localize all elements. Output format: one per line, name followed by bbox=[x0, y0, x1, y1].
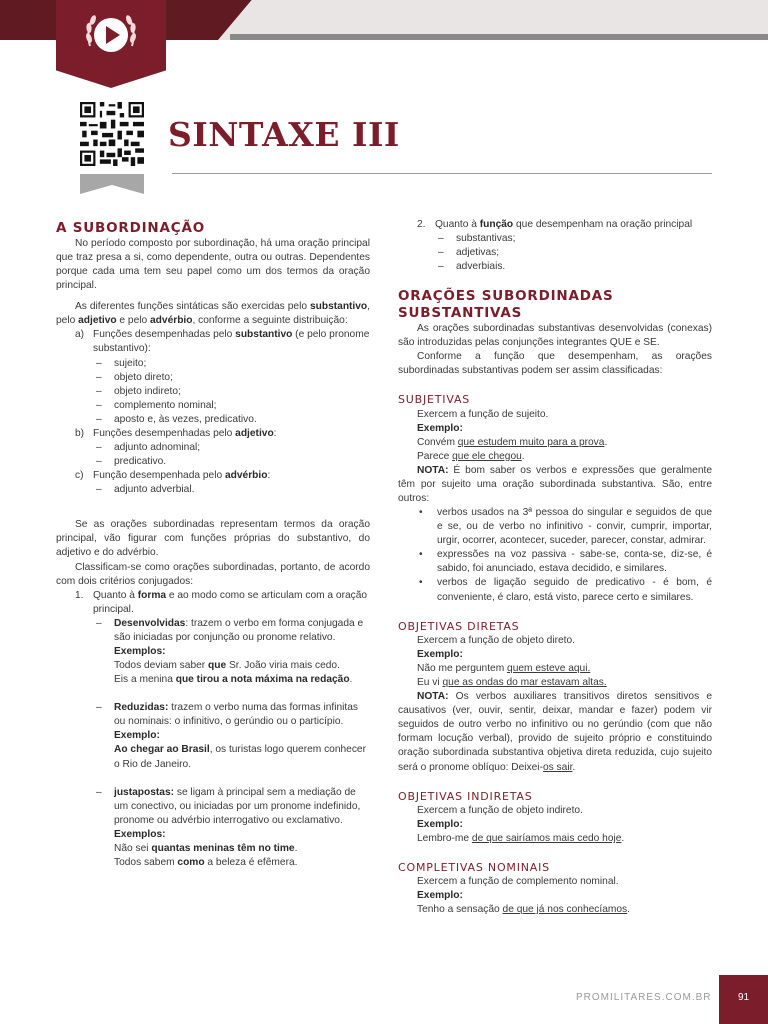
examples-label: Exemplos: bbox=[114, 645, 166, 657]
example: Todos deviam saber que Sr. João viria mais cedo. bbox=[114, 660, 340, 672]
list-item: – substantivas; bbox=[438, 233, 516, 245]
heading-objetivas-diretas: OBJETIVAS DIRETAS bbox=[398, 619, 520, 633]
note: NOTA: É bom saber os verbos e expressões que geralmente têm por sujeito uma oração subordinada substantiva. São, entre outros: bbox=[398, 464, 712, 505]
title-rule bbox=[172, 173, 712, 174]
example: Eis a menina que tirou a nota máxima na redação. bbox=[114, 674, 353, 686]
heading-subjetivas: SUBJETIVAS bbox=[398, 393, 471, 407]
list-item: – complemento nominal; bbox=[96, 399, 217, 411]
right-column bbox=[398, 218, 712, 917]
heading-substantivas: ORAÇÕES SUBORDINADAS SUBSTANTIVAS bbox=[398, 288, 614, 322]
paragraph: As diferentes funções sintáticas são exercidas pelo substantivo, pelo adjetivo e pelo advérbio, conforme a seguinte distribuição: bbox=[56, 301, 370, 327]
list-item: • verbos usados na 3ª pessoa do singular e seguidos de que e se, ou de verbo no infinitivo - convir, cumprir, importar, urgir, ocorrer, acontecer, suceder, parecer, constar, admirar. bbox=[419, 507, 712, 547]
list-item: • expressões na voz passiva - sabe-se, conta-se, diz-se, é sabido, foi anunciado, estava decidido, e similares. bbox=[419, 549, 712, 575]
list-item: 1. Quanto à forma e ao modo como se articulam com a oração principal. bbox=[75, 589, 368, 615]
list-item: – Reduzidas: trazem o verbo numa das formas infinitas ou nominais: o infinitivo, o gerúndio ou o particípio. bbox=[96, 702, 359, 728]
paragraph: Conforme a função que desempenham, as orações subordinadas substantivas podem ser assim classificadas: bbox=[398, 351, 712, 377]
heading-objetivas-indiretas: OBJETIVAS INDIRETAS bbox=[398, 789, 533, 803]
heading-subordinacao: A SUBORDINAÇÃO bbox=[56, 220, 206, 236]
definition: Exercem a função de objeto indireto. bbox=[417, 804, 583, 816]
list-item: – justapostas: se ligam à principal sem a mediação de um conectivo, ou iniciadas por um pronome indefinido, pronome ou advérbio interrogativo ou exclamativo. bbox=[96, 786, 361, 826]
paragraph: As orações subordinadas substantivas desenvolvidas (conexas) são introduzidas pelas conjunções integrantes QUE e SE. bbox=[398, 323, 712, 349]
list-item: • verbos de ligação seguido de predicativo - é bom, é conveniente, é claro, está visto, parece certo e similares. bbox=[419, 577, 712, 603]
example: Parece que ele chegou. bbox=[417, 450, 525, 462]
qr-code-icon bbox=[80, 102, 144, 166]
page-title: SINTAXE III bbox=[168, 115, 400, 154]
list-item: a) Funções desempenhadas pelo substantivo (e pelo pronome substantivo): bbox=[75, 329, 370, 355]
example: Tenho a sensação de que já nos conhecíamos. bbox=[417, 904, 630, 916]
examples-label: Exemplo: bbox=[417, 648, 463, 660]
example: Lembro-me de que sairíamos mais cedo hoje. bbox=[417, 832, 625, 844]
list-item: – objeto indireto; bbox=[96, 385, 181, 397]
left-column bbox=[56, 220, 370, 870]
examples-label: Exemplo: bbox=[417, 422, 463, 434]
list-item: – predicativo. bbox=[96, 456, 167, 468]
example: Eu vi que as ondas do mar estavam altas. bbox=[417, 677, 607, 689]
list-item: – adverbiais. bbox=[438, 261, 506, 273]
definition: Exercem a função de sujeito. bbox=[417, 408, 549, 420]
examples-label: Exemplo: bbox=[417, 890, 463, 902]
footer-url: PROMILITARES.COM.BR bbox=[576, 992, 712, 1003]
example: Não me perguntem quem esteve aqui. bbox=[417, 662, 591, 674]
paragraph: No período composto por subordinação, há uma oração principal que traz presa a si, como dependente, outra ou outras. Dependentes porque cada uma tem seu papel como um dos termos da oração principal. bbox=[56, 237, 370, 292]
definition: Exercem a função de complemento nominal. bbox=[417, 876, 619, 888]
list-item: – adjunto adverbial. bbox=[96, 484, 195, 496]
logo-badge bbox=[56, 0, 166, 88]
list-item: – aposto e, às vezes, predicativo. bbox=[96, 413, 257, 425]
paragraph: Se as orações subordinadas representam termos da oração principal, vão figurar com funções próprias do substantivo, do adjetivo e do advérbio. bbox=[56, 519, 370, 559]
heading-completivas-nominais: COMPLETIVAS NOMINAIS bbox=[398, 861, 550, 874]
list-item: – adjetivas; bbox=[438, 247, 500, 259]
definition: Exercem a função de objeto direto. bbox=[417, 634, 576, 646]
list-item: c) Função desempenhada pelo advérbio: bbox=[75, 470, 271, 482]
example: Convém que estudem muito para a prova. bbox=[417, 436, 608, 448]
paragraph: Classificam-se como orações subordinadas, portanto, de acordo com dois critérios conjugados: bbox=[56, 561, 370, 587]
ribbon bbox=[80, 174, 144, 194]
list-item: b) Funções desempenhadas pelo adjetivo: bbox=[75, 427, 277, 439]
note: NOTA: Os verbos auxiliares transitivos diretos sensitivos e causativos (ver, ouvir, sentir, deixar, mandar e fazer) podem vir seguidos de outro verbo no infinitivo ou no gerúndio (com que não formam locução verbal), provido de sujeito próprio e constituindo oração subordinada substantiva objetiva direta reduzida, cujo sujeito será o pronome oblíquo: Deixei-os sair. bbox=[398, 691, 712, 773]
play-laurel-icon bbox=[78, 2, 144, 68]
list-item: – objeto direto; bbox=[96, 371, 173, 383]
list-item: – adjunto adnominal; bbox=[96, 441, 201, 453]
examples-label: Exemplos: bbox=[114, 828, 166, 840]
list-item: – sujeito; bbox=[96, 357, 147, 369]
header-band-stripe bbox=[230, 34, 768, 40]
example: Não sei quantas meninas têm no time. bbox=[114, 842, 298, 854]
list-item: – Desenvolvidas: trazem o verbo em forma conjugada e são iniciadas por conjunção ou pronome relativo. bbox=[96, 617, 364, 643]
examples-label: Exemplo: bbox=[114, 730, 160, 742]
example: Ao chegar ao Brasil, os turistas logo querem conhecer o Rio de Janeiro. bbox=[114, 744, 366, 770]
page-number: 91 bbox=[719, 975, 768, 1024]
list-item: 2. Quanto à função que desempenham na oração principal bbox=[417, 219, 693, 230]
example: Todos sabem como a beleza é efêmera. bbox=[114, 857, 298, 868]
examples-label: Exemplo: bbox=[417, 818, 463, 830]
